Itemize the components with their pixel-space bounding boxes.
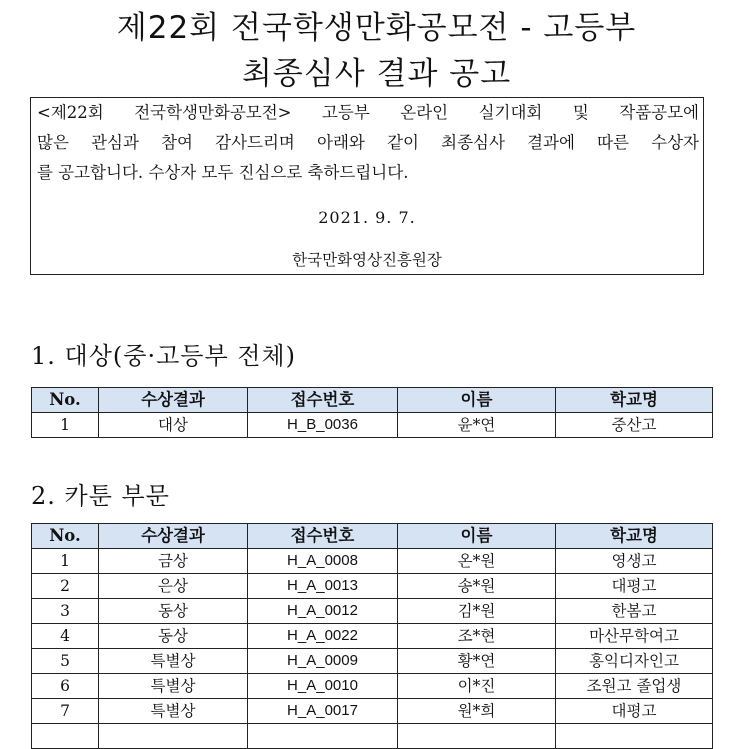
cell-cutoff [99, 724, 248, 749]
grand-prize-table [31, 387, 713, 438]
cell-result: 동상 [99, 599, 248, 624]
table-row-cutoff [32, 724, 713, 749]
cell-name: 온*원 [398, 549, 556, 574]
cell-code: H_B_0036 [248, 413, 398, 438]
cell-name: 이*진 [398, 674, 556, 699]
cell-school: 조원고 졸업생 [556, 674, 713, 699]
cell-result: 특별상 [99, 649, 248, 674]
column-header-name: 이름 [398, 388, 556, 413]
cell-result: 은상 [99, 574, 248, 599]
cell-cutoff [556, 724, 713, 749]
cell-code: H_A_0012 [248, 599, 398, 624]
column-header-no: No. [32, 524, 99, 549]
table-row [32, 624, 713, 649]
table-row [32, 699, 713, 724]
cell-school: 대평고 [556, 574, 713, 599]
column-header-result: 수상결과 [99, 388, 248, 413]
cell-school: 중산고 [556, 413, 713, 438]
cell-name: 황*연 [398, 649, 556, 674]
table-header-row [32, 524, 713, 549]
cell-code: H_A_0017 [248, 699, 398, 724]
column-header-code: 접수번호 [248, 524, 398, 549]
table-row [32, 574, 713, 599]
cell-cutoff [398, 724, 556, 749]
cell-no: 3 [32, 599, 99, 624]
column-header-result: 수상결과 [99, 524, 248, 549]
cell-code: H_A_0009 [248, 649, 398, 674]
notice-line-3: 를 공고합니다. 수상자 모두 진심으로 축하드립니다. [37, 163, 409, 182]
cell-code: H_A_0010 [248, 674, 398, 699]
document-subtitle: 최종심사 결과 공고 [241, 56, 512, 92]
section-heading-cartoon: 2. 카툰 부문 [31, 482, 170, 510]
table-row [32, 413, 713, 438]
cell-result: 금상 [99, 549, 248, 574]
column-header-school: 학교명 [556, 388, 713, 413]
cell-code: H_A_0008 [248, 549, 398, 574]
notice-box [30, 97, 704, 275]
cell-name: 윤*연 [398, 413, 556, 438]
cell-school: 한봄고 [556, 599, 713, 624]
table-row [32, 649, 713, 674]
cell-name: 김*원 [398, 599, 556, 624]
cell-cutoff [248, 724, 398, 749]
section-heading-grand-prize: 1. 대상(중·고등부 전체) [31, 342, 296, 370]
cell-code: H_A_0013 [248, 574, 398, 599]
table-row [32, 549, 713, 574]
cell-no: 5 [32, 649, 99, 674]
cell-school: 대평고 [556, 699, 713, 724]
cell-name: 송*원 [398, 574, 556, 599]
notice-organization: 한국만화영상진흥원장 [292, 251, 442, 269]
document-title: 제22회 전국학생만화공모전 - 고등부 [116, 10, 637, 46]
cell-school: 마산무학여고 [556, 624, 713, 649]
cell-school: 홍익디자인고 [556, 649, 713, 674]
cell-code: H_A_0022 [248, 624, 398, 649]
notice-date: 2021. 9. 7. [318, 208, 416, 227]
column-header-code: 접수번호 [248, 388, 398, 413]
cell-no: 7 [32, 699, 99, 724]
cell-no: 6 [32, 674, 99, 699]
table-row [32, 599, 713, 624]
table-row [32, 674, 713, 699]
cell-no: 1 [32, 413, 99, 438]
cell-name: 조*현 [398, 624, 556, 649]
notice-line-1: <제22회 전국학생만화공모전> 고등부 온라인 실기대회 및 작품공모에 [37, 103, 699, 122]
cell-name: 원*희 [398, 699, 556, 724]
cell-no: 4 [32, 624, 99, 649]
column-header-no: No. [32, 388, 99, 413]
table-header-row [32, 388, 713, 413]
cell-no: 1 [32, 549, 99, 574]
cell-cutoff [32, 724, 99, 749]
cell-school: 영생고 [556, 549, 713, 574]
cell-result: 특별상 [99, 699, 248, 724]
cell-result: 특별상 [99, 674, 248, 699]
cartoon-table [31, 523, 713, 749]
cell-result: 대상 [99, 413, 248, 438]
column-header-name: 이름 [398, 524, 556, 549]
column-header-school: 학교명 [556, 524, 713, 549]
cell-no: 2 [32, 574, 99, 599]
cell-result: 동상 [99, 624, 248, 649]
notice-line-2: 많은 관심과 참여 감사드리며 아래와 같이 최종심사 결과에 따른 수상자 [37, 133, 699, 152]
